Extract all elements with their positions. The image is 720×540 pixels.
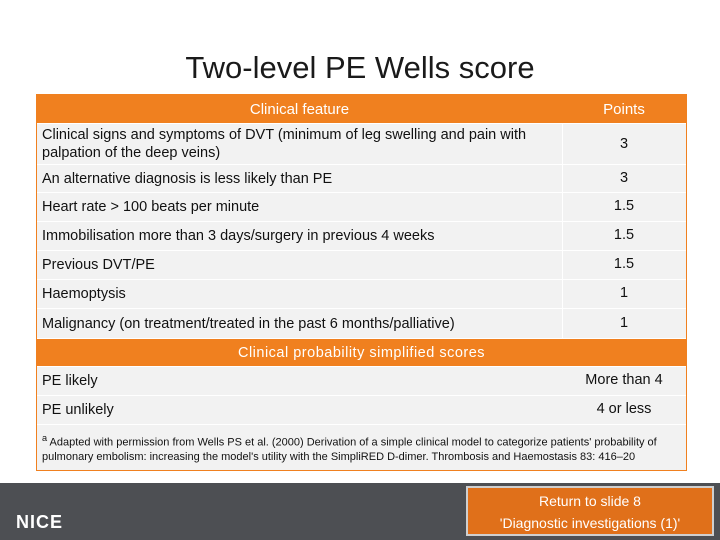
table-row: [37, 222, 686, 251]
row-points: 3: [619, 170, 629, 186]
score-label: PE unlikely: [42, 402, 114, 418]
header-points: Points: [603, 101, 645, 118]
score-value: 4 or less: [596, 401, 652, 417]
footnote-marker: a: [42, 433, 48, 443]
footnote-text: Adapted with permission from Wells PS et al. (2000) Derivation of a simple clinical model to categorize patients' probability of pulmonary embolism: increasing the model's utility with the SimpliRED D-dimer. Thrombosis and Haemostasis 83: 416–20: [42, 436, 657, 463]
row-points: 1: [619, 285, 629, 301]
row-feature: Clinical signs and symptoms of DVT (minimum of leg swelling and pain with palpation of the deep veins): [42, 127, 527, 161]
table-row: [37, 251, 686, 280]
nice-logo: NICE: [16, 512, 64, 532]
row-points: 3: [619, 136, 629, 152]
table-row: [37, 280, 686, 309]
score-row: [37, 367, 686, 396]
probability-subheader: Clinical probability simplified scores: [37, 339, 686, 367]
score-row: [37, 396, 686, 425]
return-to-slide-button[interactable]: [466, 486, 714, 536]
row-feature: Haemoptysis: [42, 286, 126, 302]
table-row: [37, 165, 686, 193]
slide-title: Two-level PE Wells score: [185, 50, 535, 85]
table-row: [37, 193, 686, 222]
score-label: PE likely: [42, 373, 98, 389]
row-feature: Heart rate > 100 beats per minute: [42, 199, 260, 215]
return-line-2: 'Diagnostic investigations (1)': [499, 515, 681, 531]
table-row: [37, 124, 686, 165]
score-value: More than 4: [585, 372, 663, 388]
header-clinical-feature: Clinical feature: [249, 101, 350, 118]
wells-score-table: [36, 94, 687, 471]
row-feature: An alternative diagnosis is less likely than PE: [42, 171, 333, 187]
row-feature: Immobilisation more than 3 days/surgery in previous 4 weeks: [42, 228, 435, 244]
row-feature: Previous DVT/PE: [42, 257, 155, 273]
row-points: 1: [619, 315, 629, 331]
row-points: 1.5: [613, 227, 635, 243]
table-row: [37, 309, 686, 339]
footnote: [37, 425, 686, 470]
row-points: 1.5: [613, 198, 635, 214]
return-line-1: Return to slide 8: [539, 493, 641, 509]
table-header: [37, 95, 686, 124]
row-points: 1.5: [613, 256, 635, 272]
row-feature: Malignancy (on treatment/treated in the past 6 months/palliative): [42, 316, 455, 332]
